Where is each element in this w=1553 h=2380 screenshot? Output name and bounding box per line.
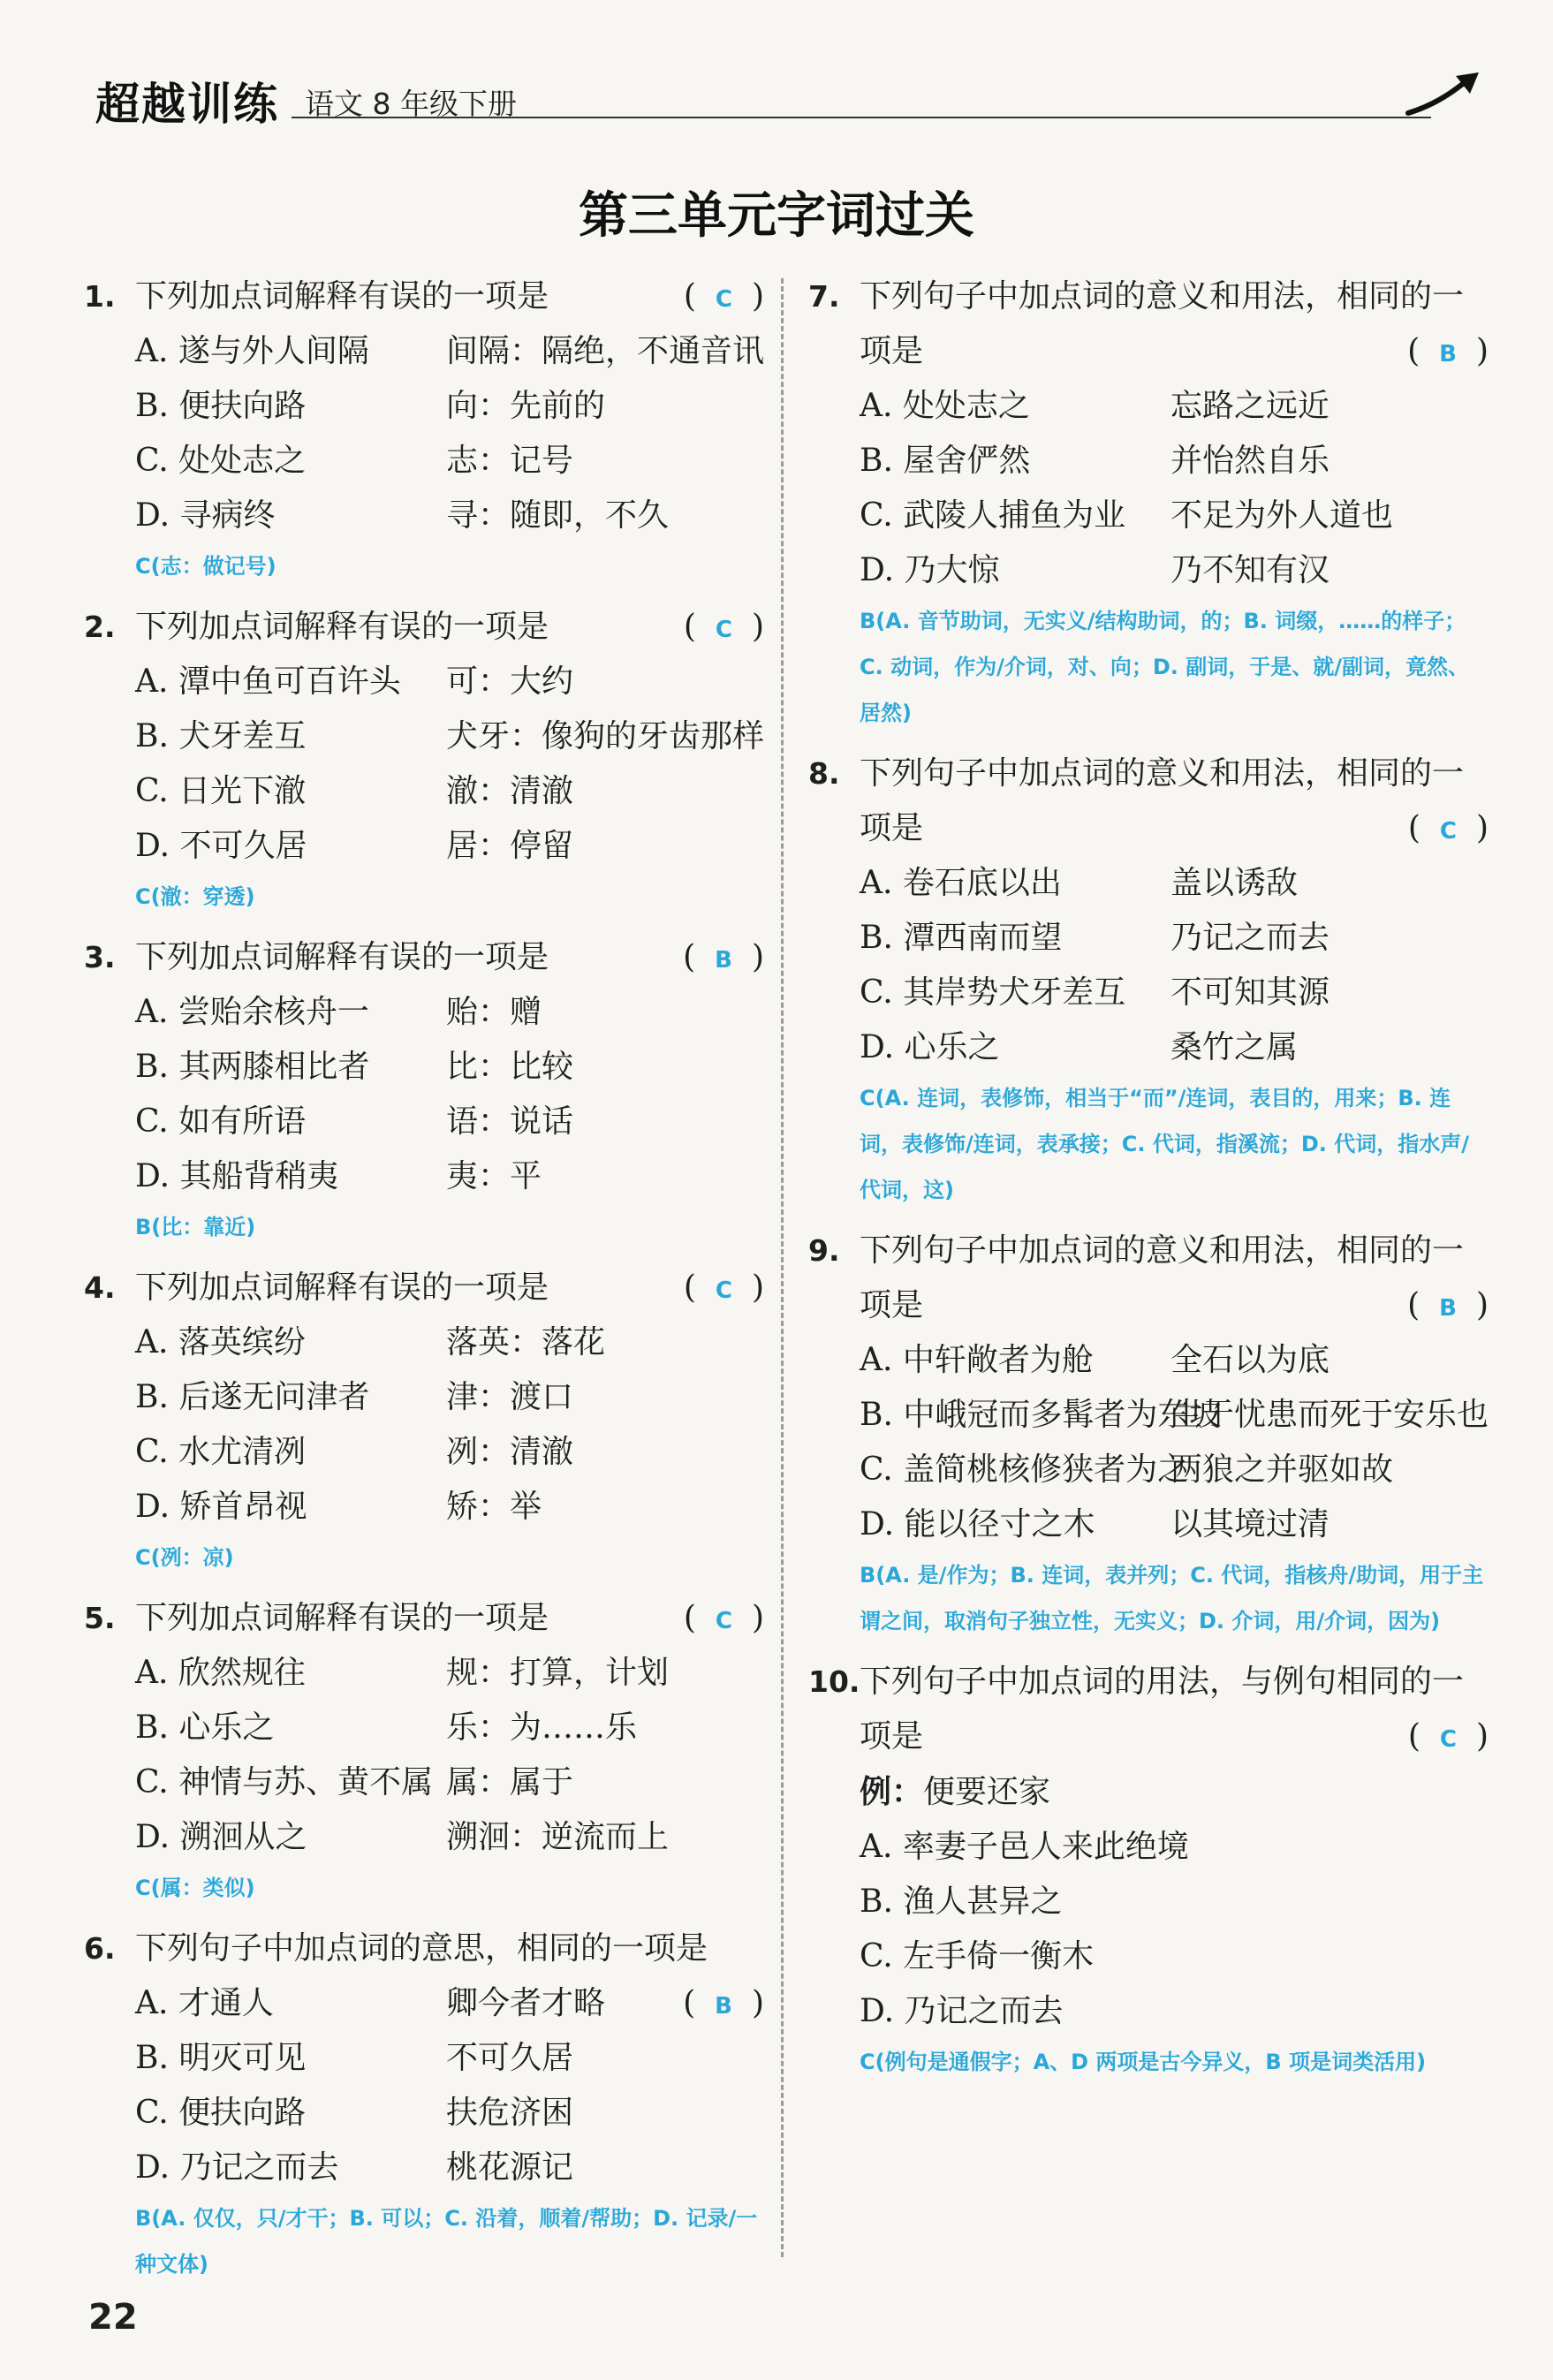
question-item <box>84 1921 764 2287</box>
example-line <box>808 1764 1489 1820</box>
answer-letter: B <box>715 947 732 974</box>
question-number: 6. <box>84 1931 116 1966</box>
option-text: C. 其岸势犬牙差互 <box>860 974 1126 1011</box>
option-explanation: 全石以为底 <box>1170 1342 1330 1378</box>
subject-label: 语文 8 年级下册 <box>305 87 517 121</box>
option-text: A. 才通人 <box>135 1985 274 2021</box>
question-text: 下列加点词解释有误的一项是 <box>135 939 549 975</box>
question-number: 1. <box>84 279 116 314</box>
option-explanation: 卿今者才略 <box>446 1985 606 2021</box>
question-stem <box>84 930 764 985</box>
option-text: C. 水尤清冽 <box>135 1434 307 1470</box>
option-explanation: 乃记之而去 <box>1170 920 1330 956</box>
option-explanation: 比：比较 <box>446 1049 574 1085</box>
question-text: 下列句子中加点词的意义和用法，相同的一项是 <box>860 1232 1465 1323</box>
option-explanation: 居：停留 <box>446 828 574 864</box>
question-number: 9. <box>808 1233 840 1268</box>
option-text: A. 率妻子邑人来此绝境 <box>860 1829 1189 1865</box>
answer-note: B(A. 仅仅，只/才干；B. 可以；C. 沿着，顺着/帮助；D. 记录/一种文体) <box>135 2206 758 2277</box>
question-stem <box>84 600 764 655</box>
option-explanation: 乐：为……乐 <box>446 1709 638 1746</box>
option-row <box>84 1315 764 1370</box>
answer-letter: C <box>715 617 732 643</box>
answer-paren: ( C ) <box>683 1270 764 1306</box>
option-text: B. 犬牙差互 <box>135 718 307 754</box>
option-row <box>84 1040 764 1095</box>
question-stem <box>808 1655 1489 1764</box>
option-text: C. 武陵人捕鱼为业 <box>860 497 1126 534</box>
question-text: 下列句子中加点词的意义和用法，相同的一项是 <box>860 278 1465 369</box>
option-explanation: 桃花源记 <box>446 2149 574 2186</box>
option-explanation: 桑竹之属 <box>1170 1029 1299 1065</box>
option-row <box>84 1976 764 2031</box>
page-header <box>88 62 1484 130</box>
option-text: C. 神情与苏、黄不属 <box>135 1764 434 1800</box>
option-row <box>84 1370 764 1425</box>
answer-letter: B <box>1439 341 1457 368</box>
option-row <box>84 1755 764 1810</box>
question-number: 4. <box>84 1270 116 1305</box>
option-row <box>808 543 1489 598</box>
option-explanation: 并怡然自乐 <box>1170 443 1330 479</box>
option-explanation: 属：属于 <box>446 1764 574 1800</box>
answer-letter: C <box>1439 1726 1457 1753</box>
option-explanation: 冽：清澈 <box>446 1434 574 1470</box>
option-text: B. 便扶向路 <box>135 388 307 424</box>
option-text: A. 遂与外人间隔 <box>135 333 369 369</box>
option-explanation: 夷：平 <box>446 1158 542 1194</box>
option-text: D. 乃记之而去 <box>135 2149 339 2186</box>
question-item <box>84 1261 764 1580</box>
option-row <box>84 985 764 1040</box>
answer-paren: ( C ) <box>1407 810 1489 846</box>
option-text: D. 溯洄从之 <box>135 1819 307 1855</box>
question-number: 7. <box>808 279 840 314</box>
option-explanation: 不可久居 <box>446 2040 574 2076</box>
option-explanation: 忘路之远近 <box>1170 388 1330 424</box>
option-row <box>84 324 764 379</box>
option-explanation: 扶危济困 <box>446 2095 574 2131</box>
option-row <box>84 434 764 489</box>
option-explanation: 盖以诱敌 <box>1170 865 1299 901</box>
option-row <box>808 1388 1489 1443</box>
question-item <box>808 1224 1489 1644</box>
question-stem <box>84 269 764 324</box>
header-rule <box>292 117 1431 118</box>
question-text: 下列句子中加点词的用法，与例句相同的一项是 <box>860 1664 1465 1755</box>
option-explanation: 犬牙：像狗的牙齿那样 <box>446 718 765 754</box>
option-row <box>84 2031 764 2086</box>
option-row <box>84 819 764 874</box>
option-explanation: 可：大约 <box>446 663 574 700</box>
answer-note: C(A. 连词，表修饰，相当于“而”/连词，表目的，用来；B. 连词，表修饰/连词，表承接；C. 代词，指溪流；D. 代词，指水声/代词，这) <box>860 1086 1470 1202</box>
option-text: C. 日光下澈 <box>135 773 307 809</box>
answer-note: B(A. 音节助词，无实义/结构助词，的；B. 词缀，……的样子；C. 动词，作为/介词，对、向；D. 副词，于是、就/副词，竟然、居然) <box>860 609 1470 725</box>
answer-paren: ( C ) <box>683 1600 764 1636</box>
option-row <box>808 856 1489 911</box>
option-text: B. 渔人甚异之 <box>860 1884 1063 1920</box>
option-explanation: 语：说话 <box>446 1103 574 1140</box>
option-row <box>84 1646 764 1701</box>
question-text: 下列加点词解释有误的一项是 <box>135 278 549 315</box>
answer-note: C(冽：凉) <box>135 1545 234 1570</box>
option-text: D. 心乐之 <box>860 1029 1000 1065</box>
option-text: A. 欣然规往 <box>135 1655 306 1691</box>
option-text: A. 处处志之 <box>860 388 1030 424</box>
page-title: 第三单元字词过关 <box>579 187 974 245</box>
answer-note: C(属：类似) <box>135 1876 255 1900</box>
option-explanation: 志：记号 <box>446 443 574 479</box>
option-text: B. 其两膝相比者 <box>135 1049 370 1085</box>
option-text: B. 明灭可见 <box>135 2040 307 2076</box>
question-text: 下列加点词解释有误的一项是 <box>135 1600 549 1636</box>
answer-paren: ( C ) <box>683 278 764 315</box>
option-row <box>808 379 1489 434</box>
option-explanation: 矫：举 <box>446 1489 542 1525</box>
answer-letter: C <box>1439 818 1457 845</box>
option-text: B. 潭西南而望 <box>860 920 1063 956</box>
option-row <box>84 1149 764 1204</box>
option-explanation: 贻：赠 <box>446 994 542 1030</box>
answer-paren: ( B ) <box>683 1985 764 2021</box>
example-text: 便要还家 <box>923 1774 1051 1810</box>
question-number: 3. <box>84 940 116 974</box>
answer-paren: ( C ) <box>1407 1718 1489 1755</box>
option-explanation: 不可知其源 <box>1170 974 1330 1011</box>
option-text: A. 潭中鱼可百许头 <box>135 663 401 700</box>
question-item <box>84 600 764 920</box>
page-number: 22 <box>88 2297 138 2338</box>
answer-paren: ( C ) <box>683 609 764 645</box>
answer-note: B(比：靠近) <box>135 1215 256 1239</box>
question-number: 2. <box>84 610 116 644</box>
option-explanation: 津：渡口 <box>446 1379 574 1415</box>
option-row <box>84 709 764 764</box>
answer-letter: C <box>715 1277 732 1304</box>
option-text: A. 落英缤纷 <box>135 1324 306 1361</box>
arrow-icon <box>1405 67 1484 120</box>
column-divider <box>781 278 784 2257</box>
question-text: 下列句子中加点词的意思，相同的一项是 <box>135 1930 708 1967</box>
option-explanation: 寻：随即，不久 <box>446 497 670 534</box>
brand-title: 超越训练 <box>95 79 279 130</box>
option-text: D. 不可久居 <box>135 828 307 864</box>
answer-paren: ( B ) <box>683 939 764 975</box>
question-stem <box>84 1261 764 1315</box>
option-row <box>808 1984 1489 2039</box>
option-explanation: 生于忧患而死于安乐也 <box>1170 1397 1489 1433</box>
option-text: D. 乃大惊 <box>860 552 1000 588</box>
option-text: B. 屋舍俨然 <box>860 443 1031 479</box>
question-item <box>808 1655 1489 2085</box>
option-row <box>84 489 764 543</box>
answer-letter: C <box>715 286 732 313</box>
answer-letter: C <box>715 1608 732 1634</box>
answer-note: C(澈：穿透) <box>135 884 255 909</box>
option-row <box>808 1333 1489 1388</box>
option-text: C. 盖简桃核修狭者为之 <box>860 1451 1190 1488</box>
option-row <box>84 1701 764 1755</box>
option-row <box>84 1810 764 1865</box>
answer-note: C(例句是通假字；A、D 两项是古今异义，B 项是词类活用) <box>860 2050 1427 2074</box>
option-text: C. 处处志之 <box>135 443 307 479</box>
option-text: D. 乃记之而去 <box>860 1993 1064 2029</box>
option-row <box>808 434 1489 489</box>
answer-paren: ( B ) <box>1407 1287 1489 1323</box>
option-explanation: 落英：落花 <box>446 1324 606 1361</box>
question-stem <box>84 1591 764 1646</box>
answer-letter: B <box>1439 1295 1457 1322</box>
option-explanation: 间隔：隔绝，不通音讯 <box>446 333 765 369</box>
option-text: B. 后遂无问津者 <box>135 1379 370 1415</box>
question-item <box>84 1591 764 1911</box>
option-text: D. 能以径寸之木 <box>860 1506 1095 1542</box>
option-row <box>808 966 1489 1020</box>
option-text: B. 心乐之 <box>135 1709 275 1746</box>
option-explanation: 以其境过清 <box>1170 1506 1330 1542</box>
option-text: A. 卷石底以出 <box>860 865 1062 901</box>
right-column <box>808 269 1489 2096</box>
option-row <box>808 911 1489 966</box>
option-row <box>84 1095 764 1149</box>
question-item <box>84 269 764 589</box>
option-text: D. 矫首昂视 <box>135 1489 307 1525</box>
option-text: D. 其船背稍夷 <box>135 1158 339 1194</box>
question-number: 8. <box>808 756 840 791</box>
answer-paren: ( B ) <box>1407 333 1489 369</box>
option-row <box>808 1020 1489 1075</box>
option-explanation: 不足为外人道也 <box>1170 497 1394 534</box>
option-explanation: 向：先前的 <box>446 388 606 424</box>
question-stem <box>808 1224 1489 1333</box>
question-stem <box>808 269 1489 379</box>
question-text: 下列加点词解释有误的一项是 <box>135 609 549 645</box>
question-item <box>808 747 1489 1213</box>
option-row <box>808 1820 1489 1875</box>
option-row <box>84 2141 764 2195</box>
option-row <box>808 1497 1489 1552</box>
option-explanation: 两狼之并驱如故 <box>1170 1451 1394 1488</box>
question-text: 下列句子中加点词的意义和用法，相同的一项是 <box>860 755 1465 846</box>
answer-note: B(A. 是/作为；B. 连词，表并列；C. 代词，指核舟/助词，用于主谓之间，取消句子独立性，无实义；D. 介词，用/介词，因为) <box>860 1563 1484 1633</box>
option-explanation: 溯洄：逆流而上 <box>446 1819 670 1855</box>
option-row <box>84 764 764 819</box>
option-row <box>808 1929 1489 1984</box>
option-row <box>808 1875 1489 1929</box>
example-label: 例： <box>860 1773 924 1810</box>
option-row <box>84 379 764 434</box>
option-row <box>808 489 1489 543</box>
option-text: B. 中峨冠而多髯者为东坡 <box>860 1397 1222 1433</box>
option-text: C. 左手倚一衡木 <box>860 1938 1095 1974</box>
option-row <box>808 1443 1489 1497</box>
option-row <box>84 2086 764 2141</box>
question-stem <box>808 747 1489 856</box>
option-text: C. 便扶向路 <box>135 2095 307 2131</box>
answer-note: C(志：做记号) <box>135 554 277 579</box>
left-column <box>84 269 764 2298</box>
option-row <box>84 1425 764 1480</box>
question-item <box>808 269 1489 736</box>
answer-letter: B <box>715 1993 732 2020</box>
option-row <box>84 1480 764 1535</box>
question-text: 下列加点词解释有误的一项是 <box>135 1270 549 1306</box>
option-text: A. 尝贻余核舟一 <box>135 994 369 1030</box>
option-text: A. 中轩敞者为舱 <box>860 1342 1094 1378</box>
option-text: C. 如有所语 <box>135 1103 307 1140</box>
option-row <box>84 655 764 709</box>
question-item <box>84 930 764 1250</box>
option-text: D. 寻病终 <box>135 497 276 534</box>
option-explanation: 澈：清澈 <box>446 773 574 809</box>
option-explanation: 规：打算，计划 <box>446 1655 670 1691</box>
question-number: 5. <box>84 1601 116 1635</box>
option-explanation: 乃不知有汉 <box>1170 552 1330 588</box>
question-number: 10. <box>808 1664 860 1699</box>
